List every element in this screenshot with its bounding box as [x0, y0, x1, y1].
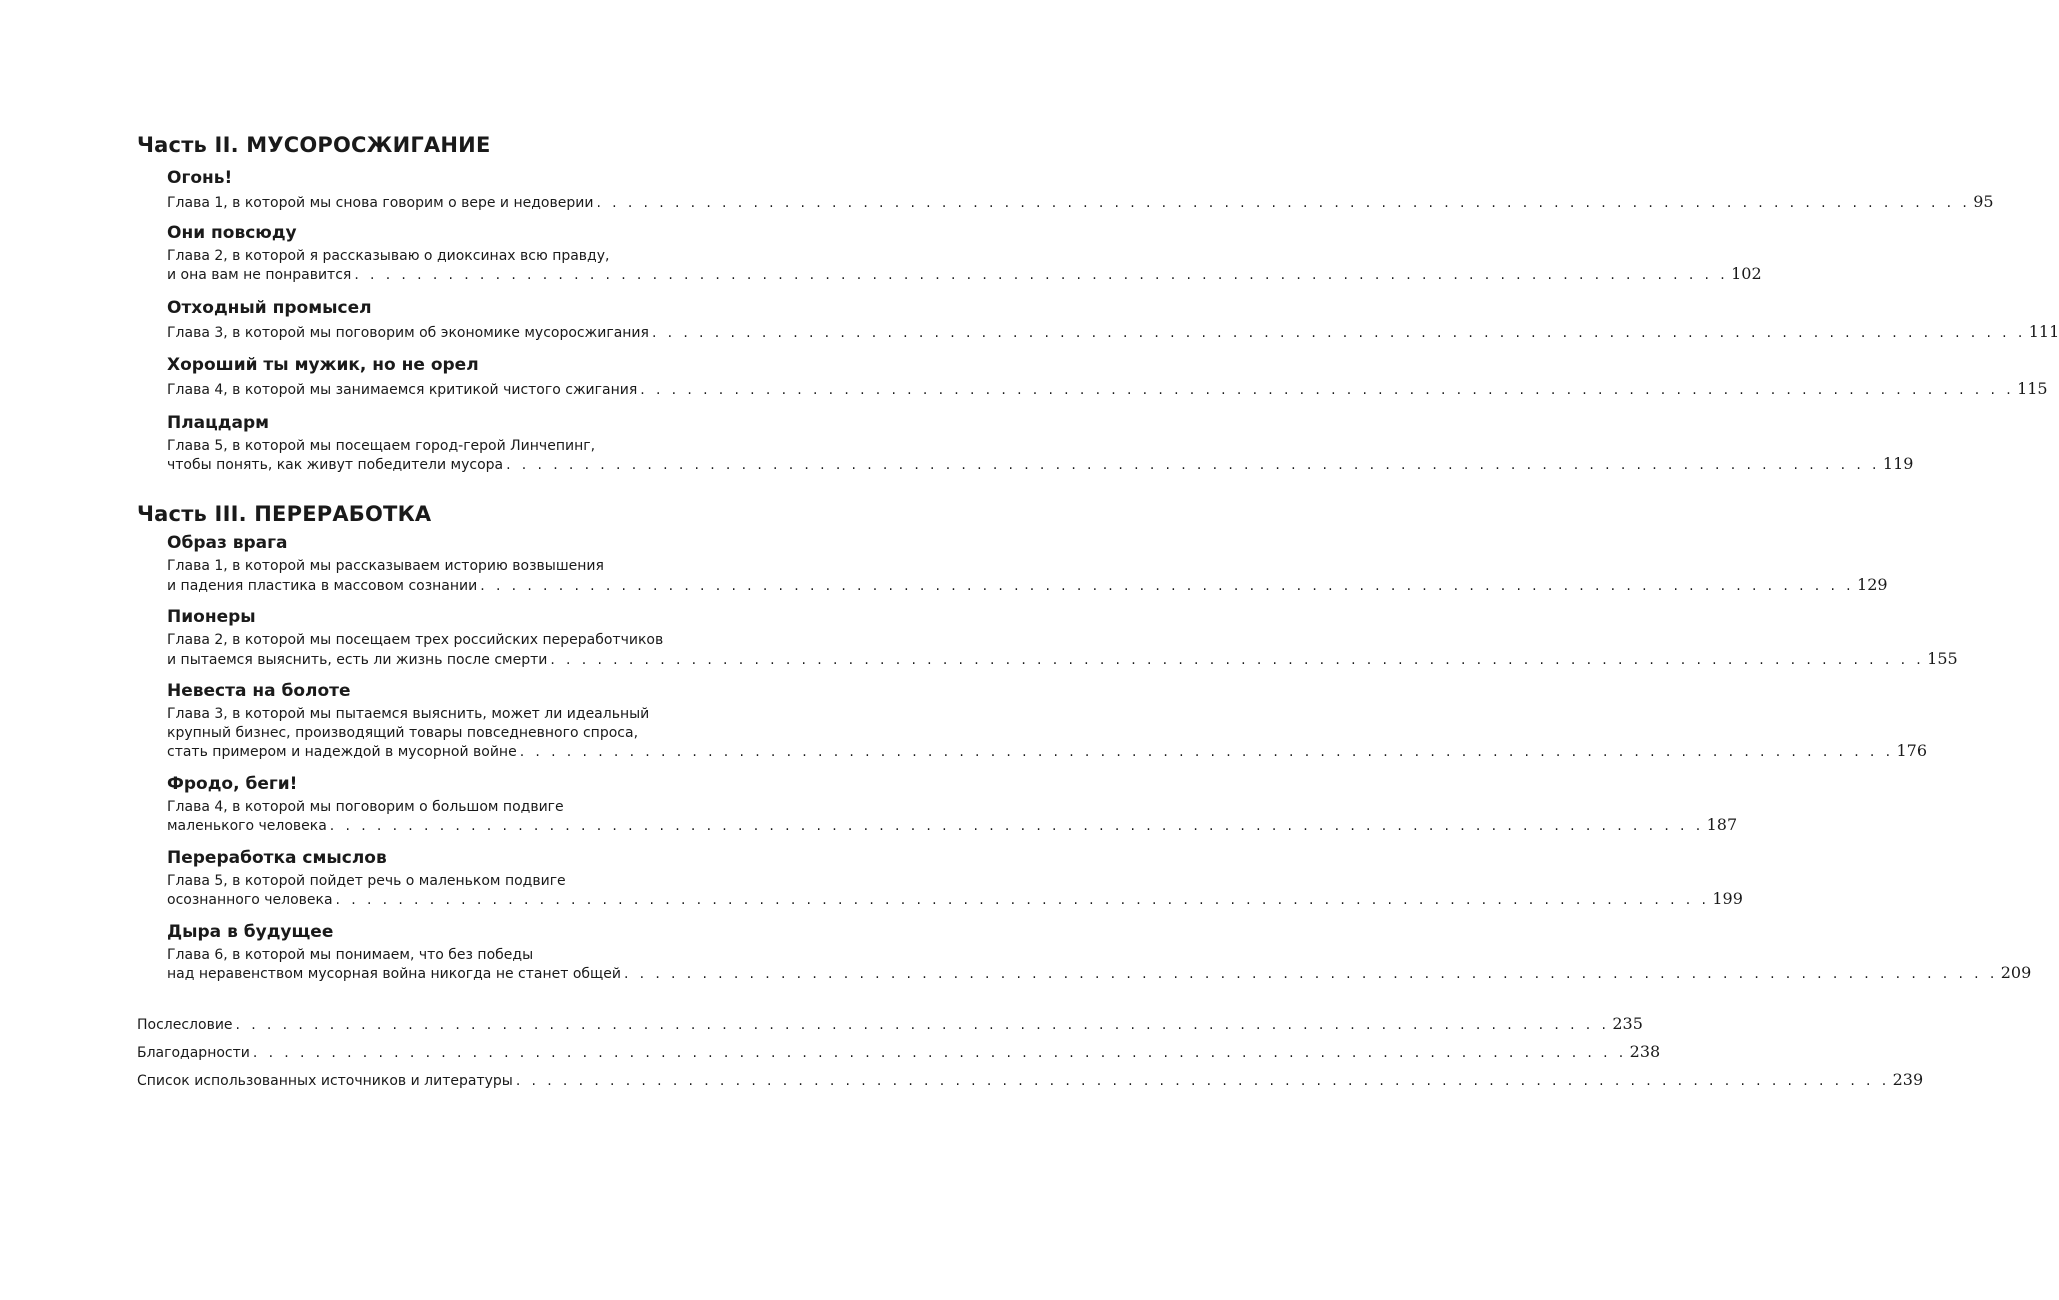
description-line: Глава 1, в которой мы рассказываем историю возвышения	[167, 558, 604, 574]
page-number: 199	[1712, 889, 1743, 908]
toc-line	[167, 379, 2048, 400]
toc-entry[interactable]	[167, 773, 1738, 836]
page-number: 102	[1731, 264, 1762, 283]
chapter-title: Плацдарм	[167, 412, 270, 433]
page-number: 119	[1882, 454, 1914, 473]
toc-entry[interactable]	[167, 847, 1743, 910]
backmatter-section	[137, 1014, 1924, 1098]
chapter-description	[167, 321, 2059, 343]
chapter-description	[167, 946, 2032, 984]
dot-leader: . . . . . . . . . . . . . . . . . . . . . . . . . . . . . . . . . . . . . . . . . . . . . . . . . . . . . . . . . . . . . . . . . . . . . . . . . . . . . . . . . . . . . . . .	[550, 651, 1925, 668]
page-number: 129	[1857, 574, 1888, 594]
toc-entry[interactable]	[167, 681, 1928, 762]
dot-leader: . . . . . . . . . . . . . . . . . . . . . . . . . . . . . . . . . . . . . . . . . . . . . . . . . . . . . . . . . . . . . . . . . . . . . . . . . . . . . . . . . . . . . . . .	[235, 1017, 1610, 1033]
chapter-title: Отходный промысел	[167, 297, 372, 318]
toc-entry[interactable]	[167, 355, 2048, 400]
description-line: и пытаемся выяснить, есть ли жизнь после смерти	[167, 651, 548, 668]
description-line: Глава 6, в которой мы понимаем, что без победы	[167, 946, 534, 963]
chapter-description	[167, 557, 1888, 595]
toc-line	[167, 321, 2059, 343]
toc-line	[167, 963, 2032, 984]
chapter-title: Пионеры	[167, 607, 256, 627]
dot-leader: . . . . . . . . . . . . . . . . . . . . . . . . . . . . . . . . . . . . . . . . . . . . . . . . . . . . . . . . . . . . . . . . . . . . . . . . . . . . . . . . . . . . . . . .	[515, 1073, 1890, 1089]
description-line: над неравенством мусорная война никогда не станет общей	[167, 966, 621, 982]
toc-line	[167, 264, 1762, 285]
description-line: стать примером и надеждой в мусорной войне	[167, 744, 517, 760]
page-number: 209	[2000, 963, 2032, 982]
toc-entry-bibliography[interactable]	[137, 1070, 1924, 1098]
description-line: Глава 3, в которой мы пытаемся выяснить, может ли идеальный	[167, 706, 650, 722]
description-line: Глава 5, в которой пойдет речь о маленьком подвиге	[167, 872, 566, 889]
description-line: маленького человека	[167, 818, 327, 834]
page-number: 111	[2028, 321, 2059, 341]
page-number: 155	[1927, 648, 1958, 668]
description-line: крупный бизнес, производящий товары повседневного спроса,	[167, 724, 639, 741]
page-number: 95	[1973, 192, 1994, 211]
dot-leader: . . . . . . . . . . . . . . . . . . . . . . . . . . . . . . . . . . . . . . . . . . . . . . . . . . . . . . . . . . . . . . . . . . . . . . . . . . . . . . . . . . . . . . . .	[506, 457, 1880, 473]
toc-entry[interactable]	[167, 607, 1958, 669]
dot-leader: . . . . . . . . . . . . . . . . . . . . . . . . . . . . . . . . . . . . . . . . . . . . . . . . . . . . . . . . . . . . . . . . . . . . . . . . . . . . . . . . . . . . . . . .	[640, 382, 2015, 398]
part-2-section	[137, 132, 2059, 475]
chapter-description	[167, 379, 2048, 400]
toc-line	[167, 741, 1928, 762]
dot-leader: . . . . . . . . . . . . . . . . . . . . . . . . . . . . . . . . . . . . . . . . . . . . . . . . . . . . . . . . . . . . . . . . . . . . . . . . . . . . . . . . . . . . . . . .	[519, 744, 1894, 760]
chapter-description	[167, 872, 1743, 910]
backmatter-label: Список использованных источников и литературы	[137, 1073, 513, 1089]
toc-line	[167, 815, 1738, 836]
description-line: Глава 1, в которой мы снова говорим о вере и недоверии	[167, 195, 594, 211]
toc-line	[167, 648, 1958, 670]
part-title: Часть II. МУСОРОСЖИГАНИЕ	[137, 133, 491, 157]
description-line: Глава 5, в которой мы посещаем город-герой Линчепинг,	[167, 437, 596, 454]
chapter-title: Огонь!	[167, 168, 233, 188]
chapter-description	[167, 798, 1738, 836]
chapter-description	[167, 247, 1762, 285]
description-line: Глава 4, в которой мы поговорим о большом подвиге	[167, 798, 564, 815]
description-line: Глава 2, в которой мы посещаем трех российских переработчиков	[167, 632, 664, 648]
dot-leader: . . . . . . . . . . . . . . . . . . . . . . . . . . . . . . . . . . . . . . . . . . . . . . . . . . . . . . . . . . . . . . . . . . . . . . . . . . . . . . . . . . . . . . . .	[623, 966, 1998, 982]
toc-entry[interactable]	[167, 412, 1914, 475]
chapter-description	[167, 705, 1928, 762]
toc-entry-afterword[interactable]	[137, 1014, 1643, 1042]
page-number: 238	[1629, 1042, 1661, 1061]
description-line: и падения пластика в массовом сознании	[167, 577, 478, 594]
chapter-description	[167, 437, 1914, 475]
page-number: 187	[1706, 815, 1738, 834]
description-line: Глава 2, в которой я рассказываю о диоксинах всю правду,	[167, 247, 610, 264]
toc-entry[interactable]	[167, 168, 1994, 213]
part-3-section	[137, 501, 2032, 984]
toc-entry-acknowledgements[interactable]	[137, 1042, 1661, 1070]
description-line: Глава 3, в которой мы поговорим об экономике мусоросжигания	[167, 324, 649, 341]
dot-leader: . . . . . . . . . . . . . . . . . . . . . . . . . . . . . . . . . . . . . . . . . . . . . . . . . . . . . . . . . . . . . . . . . . . . . . . . . . . . . . . . . . . . . . . .	[651, 324, 2026, 341]
chapter-title: Невеста на болоте	[167, 681, 351, 701]
backmatter-label: Благодарности	[137, 1045, 250, 1061]
chapter-title: Образ врага	[167, 533, 288, 553]
toc-line	[167, 192, 1994, 213]
page-number: 115	[2017, 379, 2048, 398]
chapter-title: Переработка смыслов	[167, 847, 387, 868]
dot-leader: . . . . . . . . . . . . . . . . . . . . . . . . . . . . . . . . . . . . . . . . . . . . . . . . . . . . . . . . . . . . . . . . . . . . . . . . . . . . . . . . . . . . . . . .	[335, 892, 1710, 908]
toc-entry[interactable]	[167, 297, 2059, 343]
description-line: Глава 4, в которой мы занимаемся критикой чистого сжигания	[167, 382, 638, 398]
chapter-title: Фродо, беги!	[167, 773, 298, 794]
toc-entry[interactable]	[167, 222, 1762, 285]
dot-leader: . . . . . . . . . . . . . . . . . . . . . . . . . . . . . . . . . . . . . . . . . . . . . . . . . . . . . . . . . . . . . . . . . . . . . . . . . . . . . . . . . . . . . . . .	[596, 195, 1971, 211]
description-line: чтобы понять, как живут победители мусора	[167, 457, 504, 473]
toc-line	[167, 889, 1743, 910]
chapter-title: Они повсюду	[167, 222, 297, 243]
toc-line	[167, 454, 1914, 475]
description-line: и она вам не понравится	[167, 267, 352, 283]
chapter-title: Дыра в будущее	[167, 921, 334, 942]
dot-leader: . . . . . . . . . . . . . . . . . . . . . . . . . . . . . . . . . . . . . . . . . . . . . . . . . . . . . . . . . . . . . . . . . . . . . . . . . . . . . . . . . . . . . . . .	[252, 1045, 1627, 1061]
description-line: осознанного человека	[167, 892, 333, 908]
chapter-title: Хороший ты мужик, но не орел	[167, 355, 479, 375]
dot-leader: . . . . . . . . . . . . . . . . . . . . . . . . . . . . . . . . . . . . . . . . . . . . . . . . . . . . . . . . . . . . . . . . . . . . . . . . . . . . . . . . . . . . . . . .	[354, 267, 1729, 283]
chapter-description	[167, 192, 1994, 213]
toc-line	[167, 574, 1888, 596]
part-title: Часть III. ПЕРЕРАБОТКА	[137, 502, 432, 526]
page-number: 176	[1896, 741, 1928, 760]
page-number: 235	[1612, 1014, 1643, 1033]
dot-leader: . . . . . . . . . . . . . . . . . . . . . . . . . . . . . . . . . . . . . . . . . . . . . . . . . . . . . . . . . . . . . . . . . . . . . . . . . . . . . . . . . . . . . . . .	[480, 577, 1855, 594]
toc-entry[interactable]	[167, 921, 2032, 984]
chapter-description	[167, 631, 1958, 669]
toc-entry[interactable]	[167, 533, 1888, 595]
backmatter-label: Послесловие	[137, 1017, 233, 1033]
page-number: 239	[1892, 1070, 1924, 1089]
dot-leader: . . . . . . . . . . . . . . . . . . . . . . . . . . . . . . . . . . . . . . . . . . . . . . . . . . . . . . . . . . . . . . . . . . . . . . . . . . . . . . . . . . . . . . . .	[329, 818, 1704, 834]
